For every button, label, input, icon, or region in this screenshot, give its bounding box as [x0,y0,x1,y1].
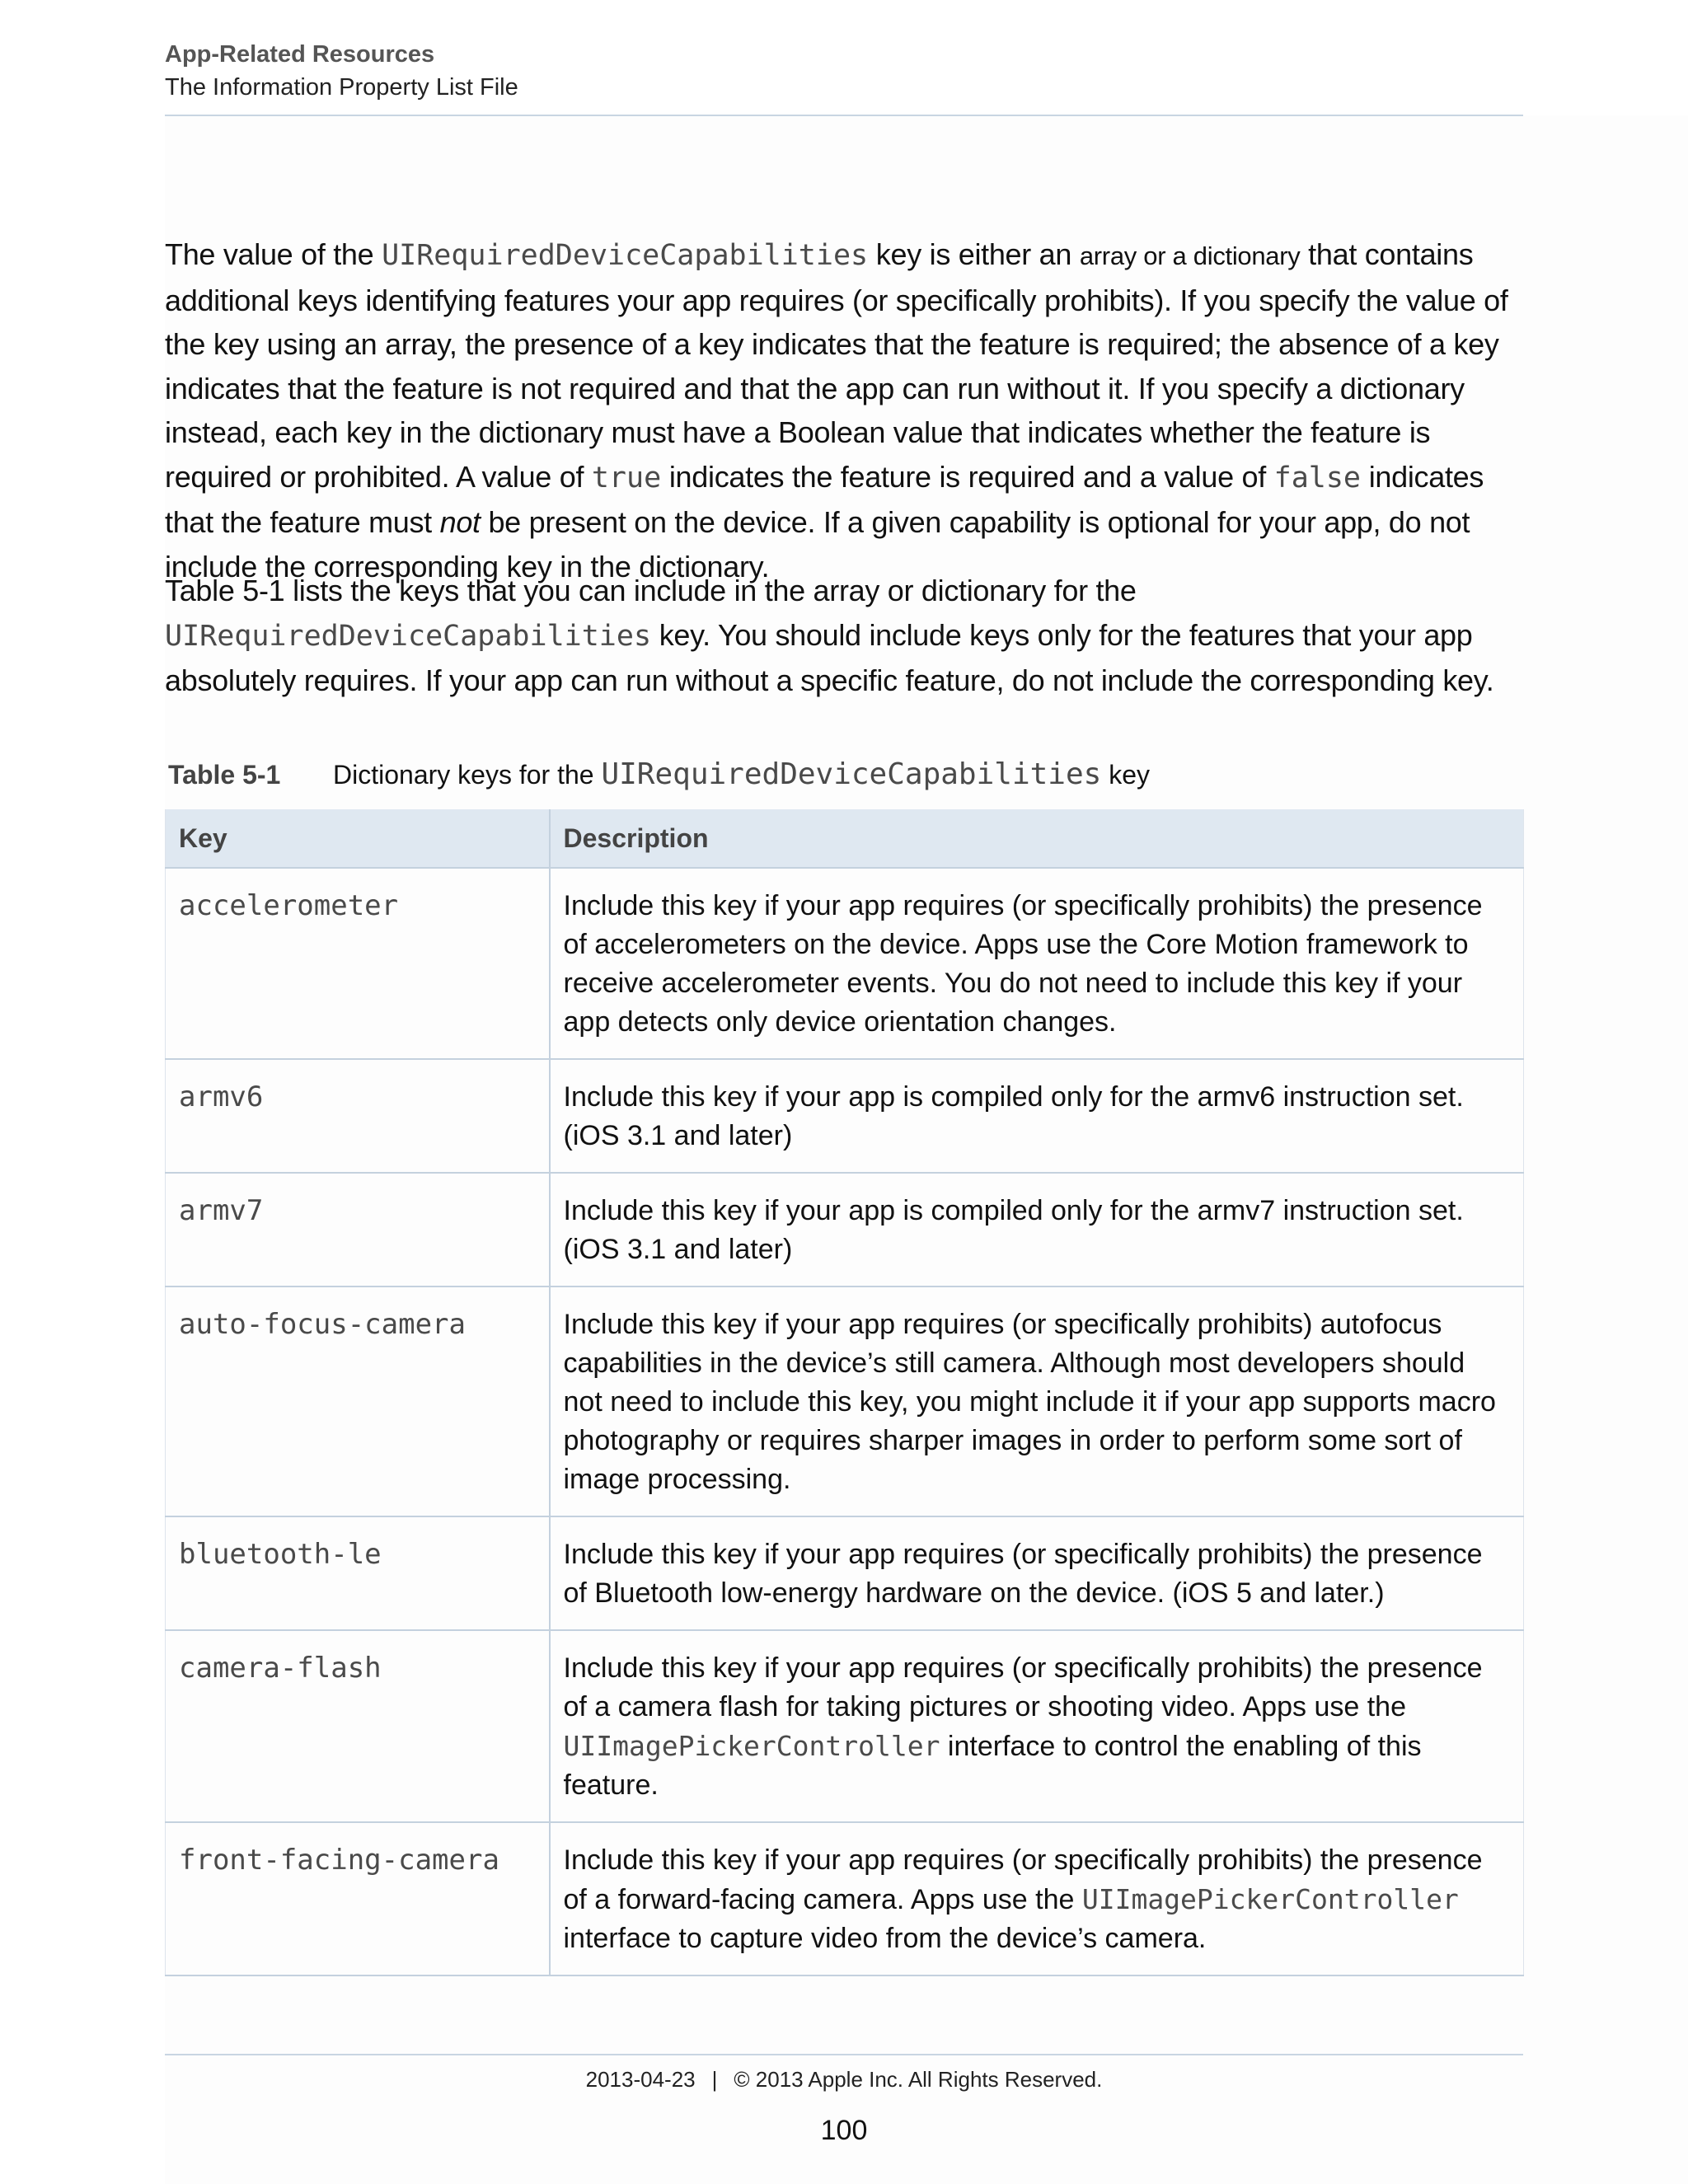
text-run: that contains additional keys identifying features your app requires (or specifically prohibits). If you specify the value of the key using an array, the presence of a key indicates that the feature is required; the absence of a key indicates that the feature is not required and that the app can run without it. If you specify a dictionary instead, each key in the dictionary must have a Boolean value that indicates whether the feature is required or prohibited. A value of [165,237,1508,494]
text-run: be present on the device. If a given capability is optional for your app, do not include the corresponding key in the dictionary. [165,505,1470,583]
running-header [165,38,1523,104]
description-cell [550,1822,1524,1975]
text-run-small: array or a dictionary [1079,241,1301,270]
table-row [166,1173,1524,1286]
text-run: key is either an [868,237,1080,271]
footer-divider [165,2054,1523,2055]
key-cell: camera-flash [166,1630,550,1822]
capabilities-table [165,809,1524,1976]
body-paragraph-1 [165,232,1523,588]
body-paragraph-2 [165,569,1523,703]
description-cell: Include this key if your app is compiled only for the armv7 instruction set. (iOS 3.1 and later) [550,1173,1524,1286]
section-title: The Information Property List File [165,74,518,101]
table-row [166,1286,1524,1516]
table-header-row [166,809,1524,868]
table-row [166,1822,1524,1975]
key-cell: auto-focus-camera [166,1286,550,1516]
code-ui-required-device-capabilities: UIRequiredDeviceCapabilities [165,619,652,653]
code-ui-image-picker-controller: UIImagePickerController [1081,1883,1459,1915]
table-row [166,1059,1524,1173]
key-cell: armv6 [166,1059,550,1173]
header-divider [165,115,1523,116]
text-run: indicates that the feature must [165,459,1484,539]
caption-text: Dictionary keys for the [333,760,602,790]
emphasis-not: not [439,505,481,539]
page-number: 100 [820,2115,868,2146]
key-cell: bluetooth-le [166,1516,550,1630]
caption-text: key [1101,760,1151,790]
footer-date: 2013-04-23 [585,2067,696,2092]
footer-separator: | [711,2067,718,2092]
column-header-description: Description [550,809,1524,868]
code-ui-required-device-capabilities: UIRequiredDeviceCapabilities [382,239,869,272]
table-caption [168,752,1520,798]
footer-copyright: © 2013 Apple Inc. All Rights Reserved. [734,2067,1103,2092]
text-run: interface to control the enabling of this feature. [563,1731,1422,1801]
text-run: indicates the feature is required and a value of [661,459,1274,494]
code-ui-image-picker-controller: UIImagePickerController [563,1730,940,1762]
column-header-key: Key [166,809,550,868]
key-cell: front-facing-camera [166,1822,550,1975]
description-cell: Include this key if your app requires (or specifically prohibits) autofocus capabilities in the device’s still camera. Although most developers should not need to include this key, you might include it if your app supports macro photography or requires sharper images in order to perform some sort of image processing. [550,1286,1524,1516]
description-cell: Include this key if your app requires (or specifically prohibits) the presence of accelerometers on the device. Apps use the Core Motion framework to receive accelerometer events. You do not need to include this key if your app detects only device orientation changes. [550,868,1524,1059]
code-false: false [1273,461,1361,494]
key-cell: accelerometer [166,868,550,1059]
chapter-title: App-Related Resources [165,41,435,68]
key-cell: armv7 [166,1173,550,1286]
text-run: Include this key if your app requires (or specifically prohibits) the presence of a forward-facing camera. Apps use the [563,1844,1483,1915]
table-row [166,1516,1524,1630]
description-cell: Include this key if your app is compiled only for the armv6 instruction set. (iOS 3.1 and later) [550,1059,1524,1173]
table-row [166,868,1524,1059]
description-cell: Include this key if your app requires (or specifically prohibits) the presence of Bluetooth low-energy hardware on the device. (iOS 5 and later.) [550,1516,1524,1630]
text-run: key. You should include keys only for the features that your app absolutely requires. If your app can run without a specific feature, do not include the corresponding key. [165,617,1494,697]
caption-code: UIRequiredDeviceCapabilities [601,757,1102,791]
code-true: true [591,461,662,494]
text-run: Include this key if your app requires (or specifically prohibits) the presence of a camera flash for taking pictures or shooting video. Apps use the [563,1652,1483,1722]
table-row [166,1630,1524,1822]
text-run: interface to capture video from the device’s camera. [563,1923,1207,1954]
description-cell [550,1630,1524,1822]
text-run: Table 5-1 lists the keys that you can include in the array or dictionary for the [165,574,1137,607]
page-footer [165,2067,1523,2093]
text-run: The value of the [165,237,382,271]
table-label: Table 5-1 [168,760,281,790]
